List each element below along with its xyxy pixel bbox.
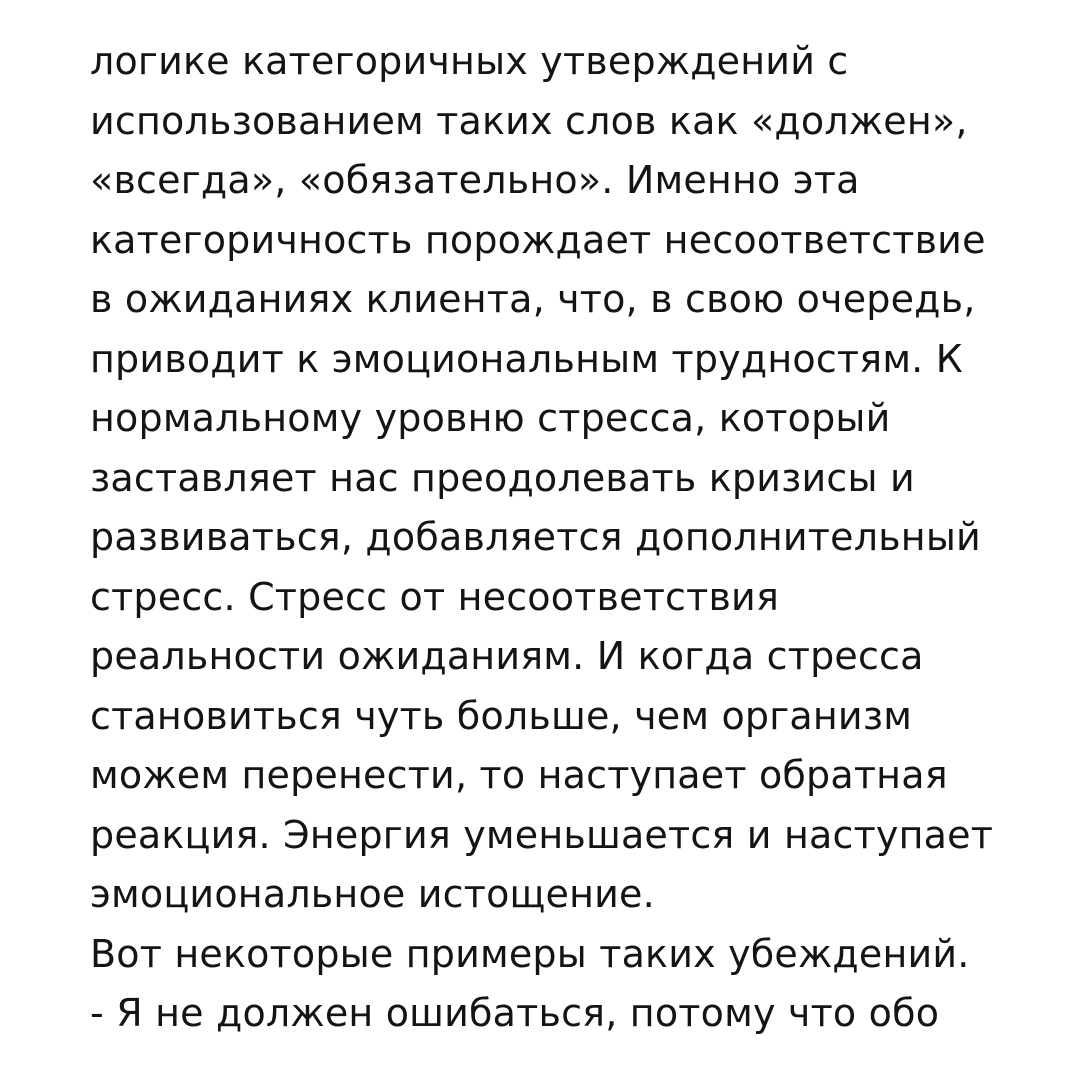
text-line: «всегда», «обязательно». Именно эта — [90, 158, 860, 202]
text-line: можем перенести, то наступает обратная — [90, 753, 948, 797]
text-line: в ожиданиях клиента, что, в свою очередь, — [90, 277, 976, 321]
text-line: развиваться, добавляется дополнительный — [90, 515, 981, 559]
text-line: реакция. Энергия уменьшается и наступает — [90, 812, 994, 857]
text-line: нормальному уровню стресса, который — [90, 396, 891, 440]
text-line: приводит к эмоциональным трудностям. К — [90, 336, 963, 381]
text-line: категоричность порождает несоответствие — [90, 217, 986, 262]
text-line: логике категоричных утверждений с — [90, 39, 849, 83]
text-line: эмоциональное истощение. — [90, 872, 655, 916]
text-line: заставляет нас преодолевать кризисы и — [90, 455, 915, 500]
text-line: реальности ожиданиям. И когда стресса — [90, 634, 924, 678]
text-line: Вот некоторые примеры таких убеждений. — [90, 931, 970, 976]
text-line: стресс. Стресс от несоответствия — [90, 574, 780, 619]
text-block — [90, 32, 1050, 1044]
text-line: - Я не должен ошибаться, потому что обо — [90, 991, 940, 1035]
text-line: использованием таких слов как «должен», — [90, 98, 968, 143]
text-line: становиться чуть больше, чем организм — [90, 693, 913, 738]
